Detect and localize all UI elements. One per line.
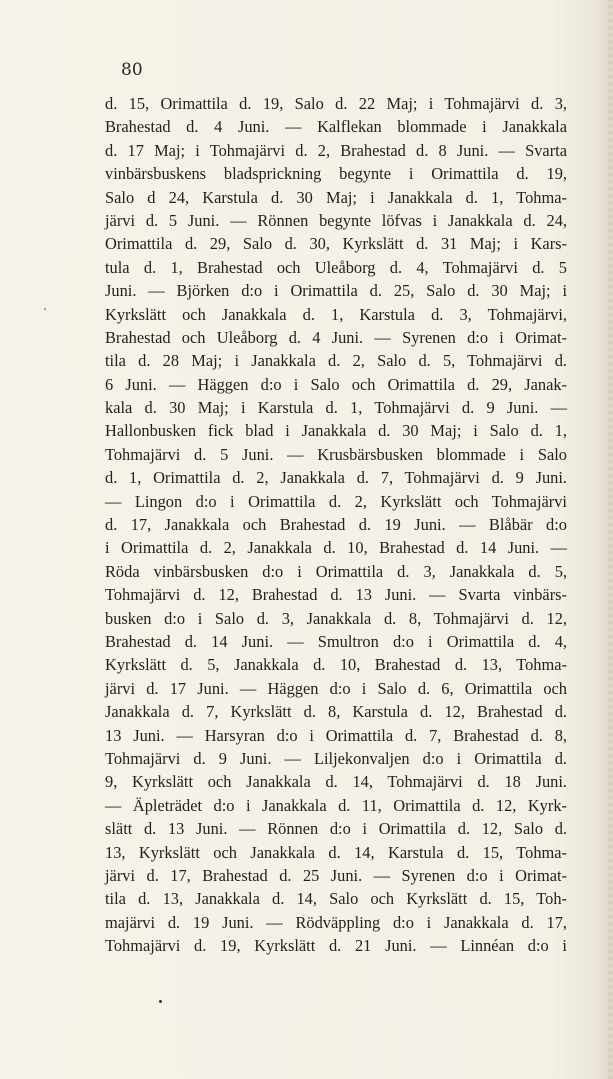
text-line: busken d:o i Salo d. 3, Janakkala d. 8, Tohmajärvi d. 12,: [105, 608, 567, 628]
text-line: tila d. 13, Janakkala d. 14, Salo och Kyrkslätt d. 15, Toh-: [105, 889, 567, 909]
text-line: d. 17, Janakkala och Brahestad d. 19 Juni. — Blåbär d:o: [105, 515, 567, 535]
text-line: Röda vinbärsbusken d:o i Orimattila d. 3, Janakkala d. 5,: [105, 561, 567, 581]
text-line: Brahestad d. 4 Juni. — Kalflekan blommade i Janakkala: [105, 117, 567, 137]
text-line: vinbärsbuskens bladsprickning begynte i Orimattila d. 19,: [105, 164, 567, 184]
text-line: Hallonbusken fick blad i Janakkala d. 30 Maj; i Salo d. 1,: [105, 421, 567, 441]
text-line: — Äpleträdet d:o i Janakkala d. 11, Orimattila d. 12, Kyrk-: [105, 795, 567, 815]
text-line: Juni. — Björken d:o i Orimattila d. 25, Salo d. 30 Maj; i: [105, 281, 567, 301]
text-line: Kyrkslätt d. 5, Janakkala d. 10, Brahestad d. 13, Tohma-: [105, 655, 567, 675]
text-line: Brahestad och Uleåborg d. 4 Juni. — Syrenen d:o i Orimat-: [105, 327, 567, 347]
body-text: [105, 92, 567, 957]
text-line: järvi d. 17 Juni. — Häggen d:o i Salo d. 6, Orimattila och: [105, 678, 567, 698]
text-line: kala d. 30 Maj; i Karstula d. 1, Tohmajärvi d. 9 Juni. —: [105, 398, 567, 418]
text-line: tila d. 28 Maj; i Janakkala d. 2, Salo d. 5, Tohmajärvi d.: [105, 351, 567, 371]
text-line: majärvi d. 19 Juni. — Rödväppling d:o i Janakkala d. 17,: [105, 912, 567, 932]
text-line: d. 1, Orimattila d. 2, Janakkala d. 7, Tohmajärvi d. 9 Juni.: [105, 468, 567, 488]
text-line: Tohmajärvi d. 5 Juni. — Krusbärsbusken blommade i Salo: [105, 444, 567, 464]
text-line: Tohmajärvi d. 19, Kyrkslätt d. 21 Juni. — Linnéan d:o i: [105, 936, 567, 956]
text-line: 6 Juni. — Häggen d:o i Salo och Orimattila d. 29, Janak-: [105, 374, 567, 394]
text-line: slätt d. 13 Juni. — Rönnen d:o i Orimattila d. 12, Salo d.: [105, 819, 567, 839]
text-line: d. 17 Maj; i Tohmajärvi d. 2, Brahestad d. 8 Juni. — Svarta: [105, 140, 567, 160]
text-line: Brahestad d. 14 Juni. — Smultron d:o i Orimattila d. 4,: [105, 631, 567, 651]
text-line: järvi d. 5 Juni. — Rönnen begynte löfvas i Janakkala d. 24,: [105, 210, 567, 230]
text-line: Salo d 24, Karstula d. 30 Maj; i Janakkala d. 1, Tohma-: [105, 187, 567, 207]
text-line: Orimattila d. 29, Salo d. 30, Kyrkslätt d. 31 Maj; i Kars-: [105, 234, 567, 254]
text-line: i Orimattila d. 2, Janakkala d. 10, Brahestad d. 14 Juni. —: [105, 538, 567, 558]
text-line: 13 Juni. — Harsyran d:o i Orimattila d. 7, Brahestad d. 8,: [105, 725, 567, 745]
text-line: 9, Kyrkslätt och Janakkala d. 14, Tohmajärvi d. 18 Juni.: [105, 772, 567, 792]
text-line: Tohmajärvi d. 12, Brahestad d. 13 Juni. — Svarta vinbärs-: [105, 585, 567, 605]
text-line: järvi d. 17, Brahestad d. 25 Juni. — Syrenen d:o i Orimat-: [105, 865, 567, 885]
text-line: Janakkala d. 7, Kyrkslätt d. 8, Karstula d. 12, Brahestad d.: [105, 702, 567, 722]
text-line: Kyrkslätt och Janakkala d. 1, Karstula d. 3, Tohmajärvi,: [105, 304, 567, 324]
text-line: tula d. 1, Brahestad och Uleåborg d. 4, Tohmajärvi d. 5: [105, 257, 567, 277]
text-line: 13, Kyrkslätt och Janakkala d. 14, Karstula d. 15, Tohma-: [105, 842, 567, 862]
page-edge: [608, 0, 613, 1079]
paper-speck: [44, 308, 46, 310]
text-line: d. 15, Orimattila d. 19, Salo d. 22 Maj; i Tohmajärvi d. 3,: [105, 94, 567, 113]
text-line: — Lingon d:o i Orimattila d. 2, Kyrkslätt och Tohmajärvi: [105, 491, 567, 511]
text-line: Tohmajärvi d. 9 Juni. — Liljekonvaljen d:o i Orimattila d.: [105, 748, 567, 768]
page-number: 80: [121, 60, 143, 80]
ink-dot: [159, 1000, 162, 1003]
